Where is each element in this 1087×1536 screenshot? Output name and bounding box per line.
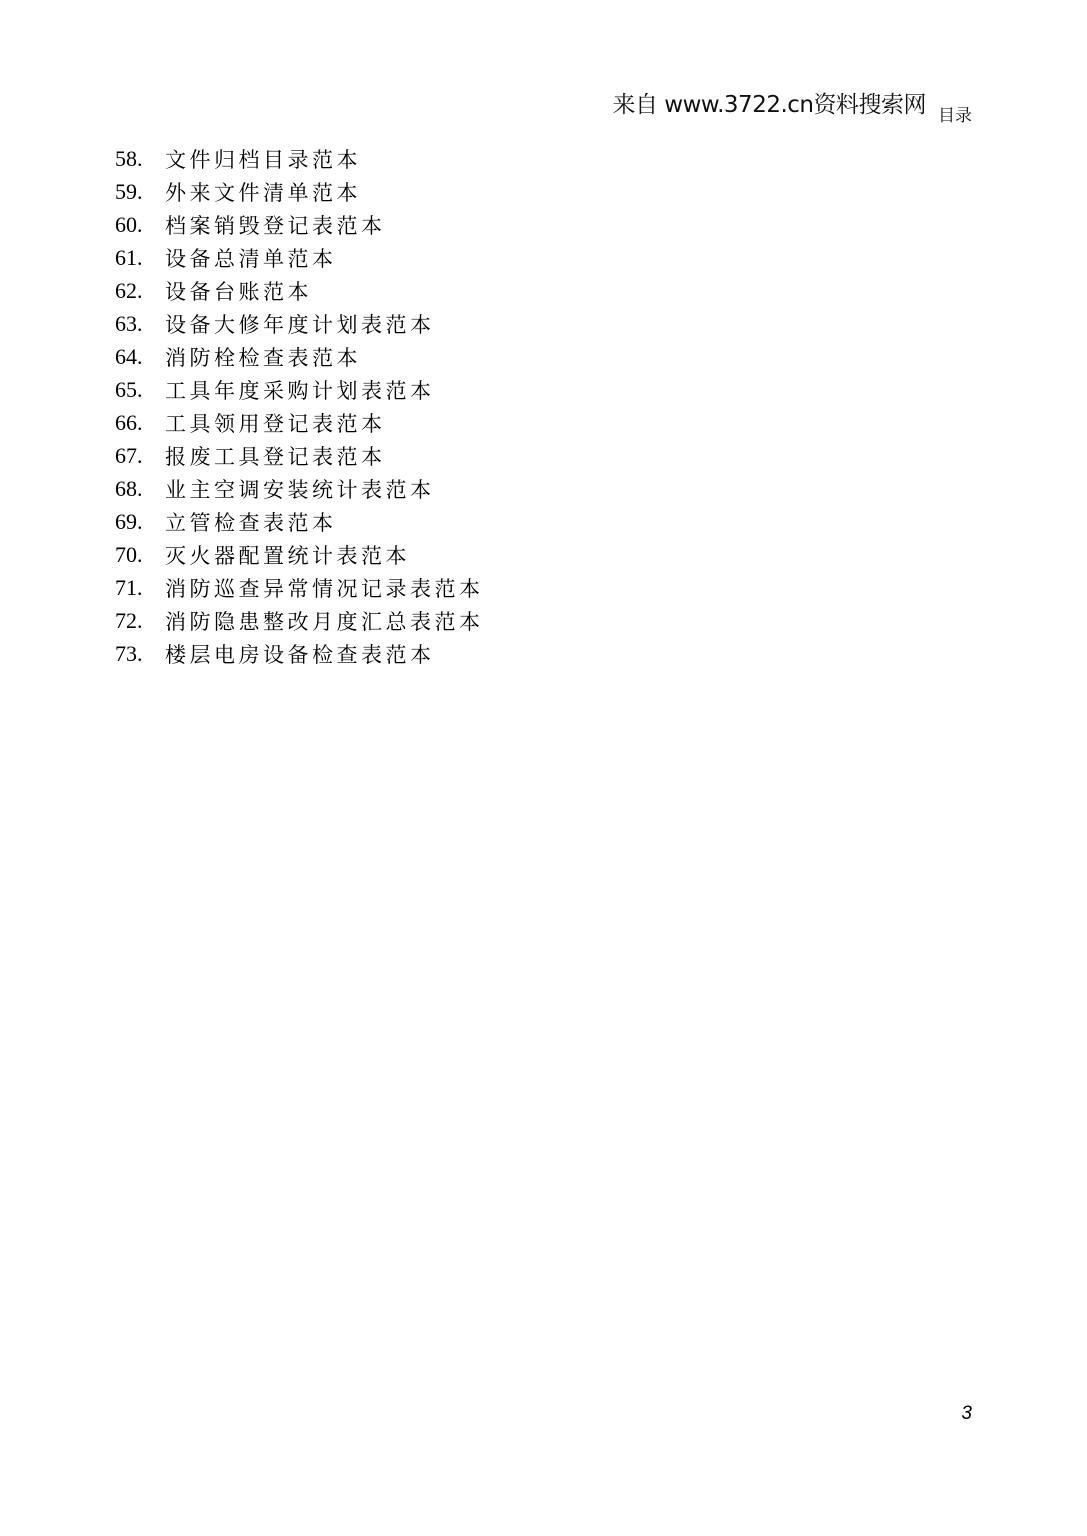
toc-entry-number: 71.	[115, 574, 143, 600]
toc-entry	[115, 373, 484, 406]
toc-entry	[115, 274, 484, 307]
toc-entry-title: 档案销毁登记表范本	[165, 213, 386, 238]
toc-entry-title: 设备大修年度计划表范本	[165, 312, 435, 337]
toc-entry-title: 业主空调安装统计表范本	[165, 477, 435, 502]
toc-entry-number: 67.	[115, 442, 143, 468]
toc-entry-number: 72.	[115, 607, 143, 633]
toc-entry	[115, 208, 484, 241]
toc-entry	[115, 241, 484, 274]
toc-entry	[115, 472, 484, 505]
toc-entry	[115, 604, 484, 637]
toc-entry-title: 设备台账范本	[165, 279, 312, 304]
toc-entry-title: 工具领用登记表范本	[165, 411, 386, 436]
toc-entry-title: 报废工具登记表范本	[165, 444, 386, 469]
toc-entry-number: 64.	[115, 343, 143, 369]
toc-entry-title: 消防隐患整改月度汇总表范本	[165, 609, 484, 634]
toc-entry-title: 立管检查表范本	[165, 510, 337, 535]
toc-entry-number: 60.	[115, 211, 143, 237]
toc-entry-title: 消防巡查异常情况记录表范本	[165, 576, 484, 601]
toc-entry	[115, 538, 484, 571]
toc-entry	[115, 406, 484, 439]
toc-entry	[115, 505, 484, 538]
toc-entry-number: 61.	[115, 244, 143, 270]
toc-entry	[115, 439, 484, 472]
header-section-label: 目录	[938, 106, 972, 126]
toc-entry-title: 灭火器配置统计表范本	[165, 543, 410, 568]
toc-entry-number: 66.	[115, 409, 143, 435]
page-header	[612, 90, 972, 126]
toc-entry-number: 68.	[115, 475, 143, 501]
toc-entry	[115, 571, 484, 604]
toc-entry-title: 文件归档目录范本	[165, 147, 361, 172]
table-of-contents	[115, 142, 484, 670]
toc-entry-title: 消防栓检查表范本	[165, 345, 361, 370]
toc-entry-number: 63.	[115, 310, 143, 336]
toc-entry	[115, 142, 484, 175]
toc-entry-title: 设备总清单范本	[165, 246, 337, 271]
toc-entry-title: 外来文件清单范本	[165, 180, 361, 205]
toc-entry-number: 70.	[115, 541, 143, 567]
source-watermark: 来自 www.3722.cn资料搜索网	[612, 92, 926, 118]
toc-entry-number: 65.	[115, 376, 143, 402]
toc-entry-number: 62.	[115, 277, 143, 303]
toc-entry	[115, 307, 484, 340]
toc-entry-title: 楼层电房设备检查表范本	[165, 642, 435, 667]
toc-entry-title: 工具年度采购计划表范本	[165, 378, 435, 403]
toc-entry	[115, 175, 484, 208]
toc-entry	[115, 340, 484, 373]
page-number: 3	[961, 1403, 972, 1424]
toc-entry-number: 59.	[115, 178, 143, 204]
toc-entry-number: 58.	[115, 145, 143, 171]
toc-entry-number: 69.	[115, 508, 143, 534]
toc-entry-number: 73.	[115, 640, 143, 666]
toc-entry	[115, 637, 484, 670]
